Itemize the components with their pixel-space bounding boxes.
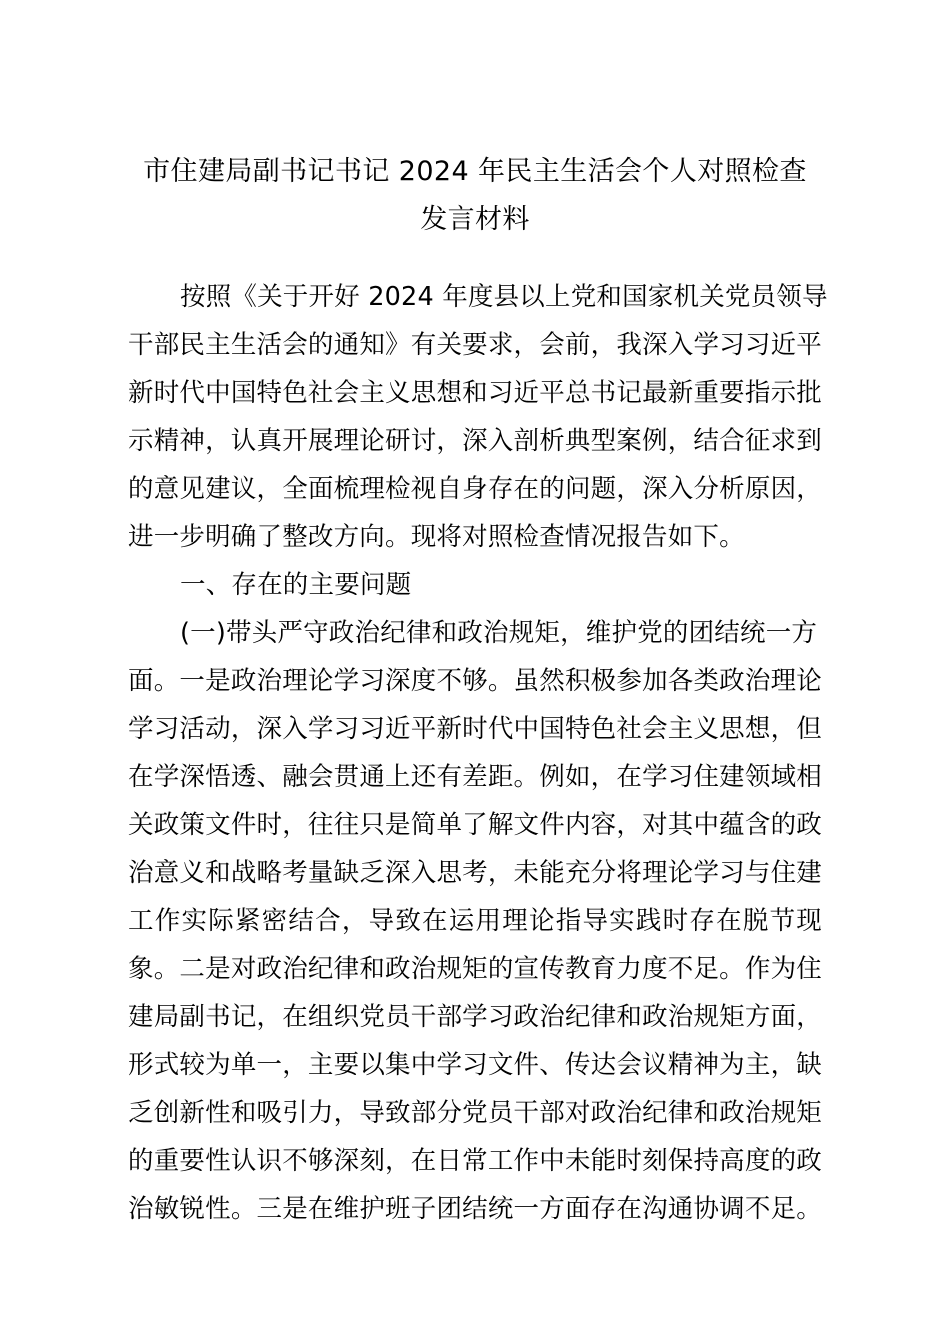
intro-line-1: 按照《关于开好 2024 年度县以上党和国家机关党员领导 — [180, 282, 828, 312]
intro-line-2: 干部民主生活会的通知》有关要求，会前，我深入学习习近平 — [128, 330, 822, 360]
document-title-line-1: 市住建局副书记书记 2024 年民主生活会个人对照检查 — [143, 156, 807, 187]
document-title-line-2: 发言材料 — [420, 204, 530, 235]
intro-line-6: 进一步明确了整改方向。现将对照检查情况报告如下。 — [128, 522, 745, 552]
intro-line-5: 的意见建议，全面梳理检视自身存在的问题，深入分析原因， — [128, 474, 822, 504]
body-line-12: 的重要性认识不够深刻，在日常工作中未能时刻保持高度的政 — [128, 1146, 822, 1176]
intro-line-3: 新时代中国特色社会主义思想和习近平总书记最新重要指示批 — [128, 378, 822, 408]
intro-line-4: 示精神，认真开展理论研讨，深入剖析典型案例，结合征求到 — [128, 426, 822, 456]
body-line-4: 在学深悟透、融会贯通上还有差距。例如，在学习住建领域相 — [128, 762, 822, 792]
body-line-13: 治敏锐性。三是在维护班子团结统一方面存在沟通协调不足。 — [128, 1194, 822, 1224]
section-heading: 一、存在的主要问题 — [180, 570, 412, 600]
body-line-9: 建局副书记，在组织党员干部学习政治纪律和政治规矩方面， — [128, 1002, 822, 1032]
body-line-6: 治意义和战略考量缺乏深入思考，未能充分将理论学习与住建 — [128, 858, 822, 888]
body-line-5: 关政策文件时，往往只是简单了解文件内容，对其中蕴含的政 — [128, 810, 822, 840]
body-line-10: 形式较为单一，主要以集中学习文件、传达会议精神为主，缺 — [128, 1050, 822, 1080]
body-line-8: 象。二是对政治纪律和政治规矩的宣传教育力度不足。作为住 — [128, 954, 822, 984]
body-line-2: 面。一是政治理论学习深度不够。虽然积极参加各类政治理论 — [128, 666, 822, 696]
body-line-3: 学习活动，深入学习习近平新时代中国特色社会主义思想，但 — [128, 714, 822, 744]
body-line-1: (一)带头严守政治纪律和政治规矩，维护党的团结统一方 — [180, 618, 818, 648]
body-line-11: 乏创新性和吸引力，导致部分党员干部对政治纪律和政治规矩 — [128, 1098, 822, 1128]
body-line-7: 工作实际紧密结合，导致在运用理论指导实践时存在脱节现 — [128, 906, 822, 936]
